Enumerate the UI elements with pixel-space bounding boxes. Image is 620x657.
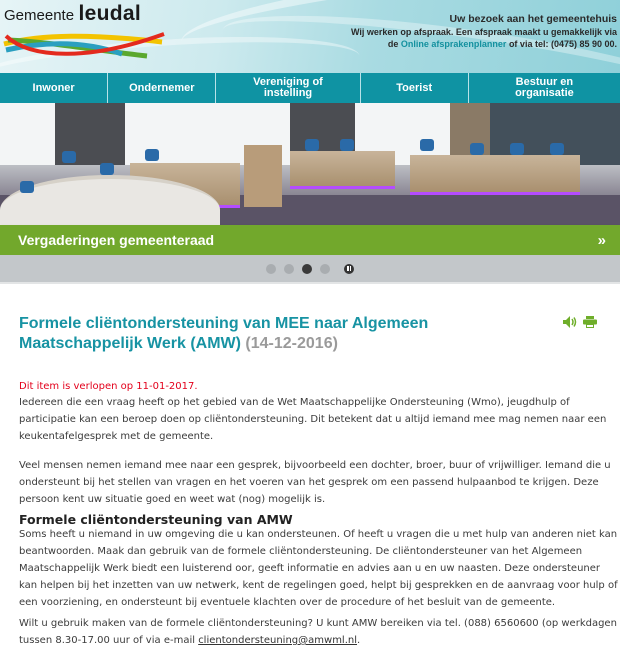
article-title	[19, 314, 459, 354]
slider-controls	[0, 255, 620, 284]
article-paragraph-4	[19, 615, 619, 649]
hero-chair	[145, 149, 159, 161]
nav-item-bestuur[interactable]: Bestuur en organisatie	[515, 76, 574, 99]
logo[interactable]	[4, 2, 141, 26]
article-header	[19, 314, 617, 354]
visit-line2-pre: de	[387, 39, 401, 49]
article-paragraph-3: Soms heeft u niemand in uw omgeving die u kan ondersteunen. Of heeft u vragen die u met hulp van anderen niet kan beantwoorden. Maak dan gebruik van de formele cliëntondersteuning. De cliëntondersteuner van het Algemeen Maatschappelijk Werk biedt een luisterend oor, geeft informatie en advies aan u en uw naasten. Deze ondersteuner kan helpen bij het inzetten van uw netwerk, kent de regelingen goed, helpt bij gesprekken en de aanvraag voor hulp of een voorziening, en ondersteunt bij eventuele klachten over de procedure of het besluit van de gemeente.	[19, 529, 618, 608]
appointment-planner-link[interactable]: Online afsprakenplanner	[400, 39, 507, 49]
paragraph-4-text: Wilt u gebruik maken van de formele cliëntondersteuning? U kunt AMW bereiken via tel. (088) 6560600 (op werkdagen tussen 8.30-17.00 uur of via e-mail	[19, 618, 617, 646]
slider-dot-3[interactable]	[302, 264, 312, 274]
slider-caption: Vergaderingen gemeenteraad	[18, 232, 215, 248]
article-tools	[563, 316, 597, 328]
logo-name: leudal	[78, 2, 141, 25]
hero-image[interactable]	[0, 103, 620, 225]
nav-item-vereniging[interactable]: Vereniging of instelling	[216, 73, 360, 103]
hero-chair	[62, 151, 76, 163]
slider-caption-bar[interactable]	[0, 225, 620, 255]
main-nav	[0, 73, 620, 103]
next-arrow-icon[interactable]: »	[597, 231, 606, 249]
hero-chair	[470, 143, 484, 155]
article-title-text: Formele cliëntondersteuning van MEE naar Algemeen Maatschappelijk Werk (AMW)	[19, 315, 429, 352]
hero-chair	[20, 181, 34, 193]
slider-dot-1[interactable]	[266, 264, 276, 274]
hero-chair	[420, 139, 434, 151]
article-subheading: Formele cliëntondersteuning van AMW	[19, 512, 293, 527]
pause-icon[interactable]	[344, 264, 354, 274]
slider-dot-2[interactable]	[284, 264, 294, 274]
nav-item-ondernemer[interactable]: Ondernemer	[108, 73, 216, 103]
nav-item-inwoner[interactable]: Inwoner	[0, 73, 108, 103]
hero-chair	[550, 143, 564, 155]
visit-title: Uw bezoek aan het gemeentehuis	[449, 13, 617, 25]
article-date: (14-12-2016)	[245, 335, 338, 352]
visit-line2-post: of via tel: (0475) 85 90 00.	[506, 39, 617, 49]
speaker-icon[interactable]	[563, 316, 577, 328]
email-link[interactable]: clientondersteuning@amwml.nl	[198, 635, 358, 646]
logo-prefix: Gemeente	[4, 7, 75, 24]
expired-notice: Dit item is verlopen op 11-01-2017.	[19, 381, 198, 392]
hero-chair	[100, 163, 114, 175]
visit-info	[351, 12, 617, 50]
hero-lectern	[244, 145, 282, 207]
slider-dot-4[interactable]	[320, 264, 330, 274]
visit-line1: Wij werken op afspraak. Een afspraak maakt u gemakkelijk via	[350, 27, 617, 37]
article-paragraph-2: Veel mensen nemen iemand mee naar een gesprek, bijvoorbeeld een dochter, broer, buur of vrijwilliger. Iemand die u ondersteunt bij het stellen van vragen en het voeren van het gesprek om een passend hulpaanbod te krijgen. Deze persoon kent uw situatie goed en weet wat (nog) mogelijk is.	[19, 460, 611, 505]
logo-swoosh-icon	[2, 30, 167, 62]
visit-line2	[351, 38, 617, 50]
hero-desk	[410, 155, 580, 195]
hero-desk	[290, 151, 395, 189]
hero-chair	[510, 143, 524, 155]
paragraph-4-end: .	[357, 635, 361, 646]
hero-chair	[340, 139, 354, 151]
site-header	[0, 0, 620, 73]
hero-window	[0, 103, 55, 165]
hero-chair	[305, 139, 319, 151]
nav-item-toerist[interactable]: Toerist	[361, 73, 469, 103]
printer-icon[interactable]	[583, 316, 597, 328]
article-paragraph-1: Iedereen die een vraag heeft op het gebied van de Wet Maatschappelijke Ondersteuning (Wmo), jeugdhulp of participatie kan een beroep doen op cliëntondersteuning. Dit betekent dat u altijd iemand mee mag nemen naar een keukentafelgesprek met de gemeente.	[19, 397, 607, 442]
